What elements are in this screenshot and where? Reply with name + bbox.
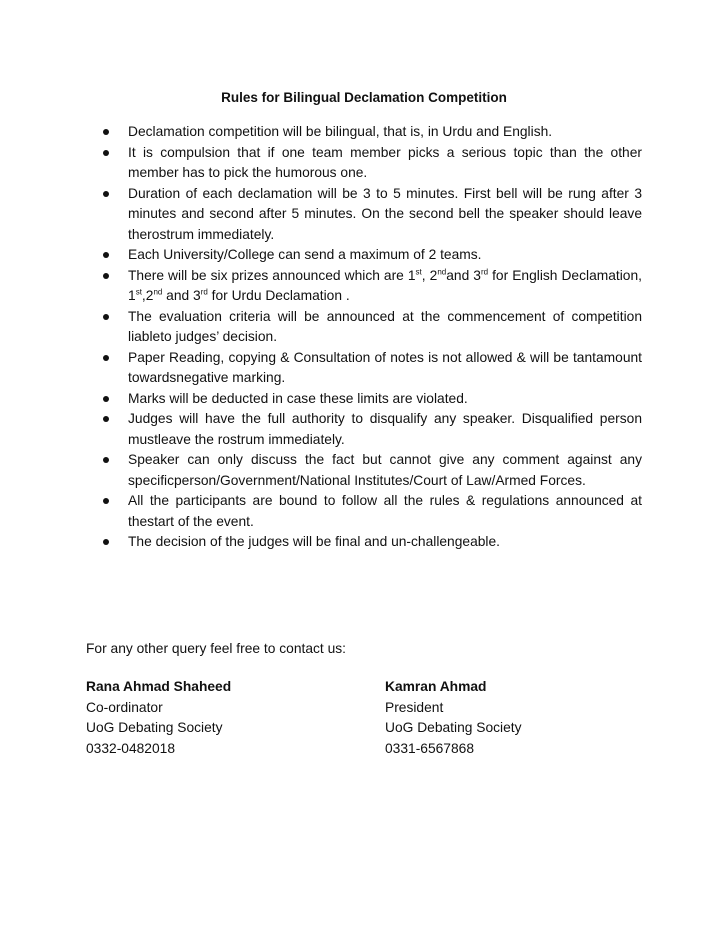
rule-item: Each University/College can send a maximum of 2 teams. — [86, 245, 642, 266]
document-title: Rules for Bilingual Declamation Competition — [221, 90, 507, 105]
bullet-icon — [103, 355, 109, 361]
rule-item: All the participants are bound to follow all the rules & regulations announced at thestart of the event. — [86, 491, 642, 532]
rule-item: Paper Reading, copying & Consultation of notes is not allowed & will be tantamount towardsnegative marking. — [86, 348, 642, 389]
rule-item: It is compulsion that if one team member picks a serious topic than the other member has to pick the humorous one. — [86, 143, 642, 184]
rule-item: Judges will have the full authority to disqualify any speaker. Disqualified person mustleave the rostrum immediately. — [86, 409, 642, 450]
contact-block-president — [385, 677, 522, 759]
rules-list — [86, 122, 642, 553]
bullet-icon — [103, 396, 109, 402]
bullet-icon — [103, 539, 109, 545]
bullet-icon — [103, 191, 109, 197]
contact-name: Rana Ahmad Shaheed — [86, 679, 232, 694]
rule-item: Duration of each declamation will be 3 to 5 minutes. First bell will be rung after 3 minutes and second after 5 minutes. On the second bell the speaker should leave therostrum immediately. — [86, 184, 642, 246]
bullet-icon — [103, 498, 109, 504]
rule-item: The evaluation criteria will be announced at the commencement of competition liableto judges’ decision. — [86, 307, 642, 348]
contact-role: President — [385, 699, 444, 715]
contact-block-coordinator — [86, 677, 231, 759]
bullet-icon — [103, 273, 109, 279]
rule-item: Marks will be deducted in case these limits are violated. — [86, 389, 642, 410]
bullet-icon — [103, 150, 109, 156]
bullet-icon — [103, 457, 109, 463]
bullet-icon — [103, 129, 109, 135]
contact-role: Co-ordinator — [86, 699, 163, 715]
contact-phone: 0331-6567868 — [385, 740, 474, 756]
contact-name: Kamran Ahmad — [385, 679, 487, 694]
rule-item: There will be six prizes announced which are 1st, 2ndand 3rd for English Declamation, 1st,2nd and 3rd for Urdu Declamation . — [86, 266, 642, 307]
bullet-icon — [103, 314, 109, 320]
contact-query-text: For any other query feel free to contact us: — [86, 641, 346, 656]
bullet-icon — [103, 416, 109, 422]
bullet-icon — [103, 252, 109, 258]
contact-organization: UoG Debating Society — [86, 720, 223, 735]
rule-item: Speaker can only discuss the fact but cannot give any comment against any specificperson/Government/National Institutes/Court of Law/Armed Forces. — [86, 450, 642, 491]
contact-organization: UoG Debating Society — [385, 720, 522, 735]
rule-item: The decision of the judges will be final and un-challengeable. — [86, 532, 642, 553]
rule-item: Declamation competition will be bilingual, that is, in Urdu and English. — [86, 122, 642, 143]
contact-phone: 0332-0482018 — [86, 740, 175, 756]
